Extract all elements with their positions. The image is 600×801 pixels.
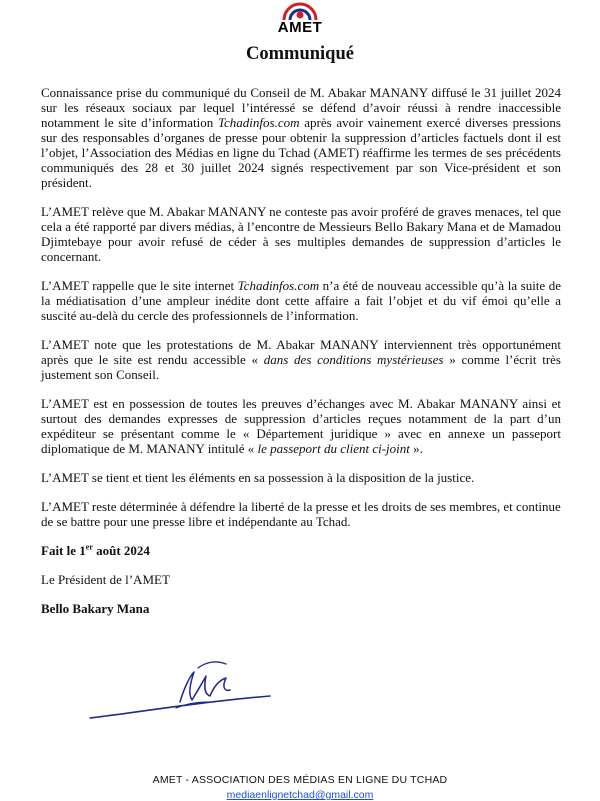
signatory-role: Le Président de l’AMET (41, 572, 170, 587)
site-name: Tchadinfos.com (237, 278, 320, 293)
date-text-a: Fait le 1 (41, 543, 86, 558)
paragraph-5 (41, 396, 561, 456)
paragraph-1 (41, 85, 561, 190)
paragraph-3-text-b: n’a été de nouveau accessible qu’à la suite de la médiatisation d’une ampleur inédite dont cette affaire a fait l’objet et du vif émoi qu’elle a suscité au-delà du cercle des professionnels de l’information. (41, 278, 561, 323)
paragraph-4-text-a: L’AMET note que les protestations de M. Abakar MANANY interviennent très opportunément après que le site est rendu accessible « (41, 337, 561, 367)
paragraph-1-text-b: après avoir vainement exercé diverses pressions sur des responsables d’organes de presse pour obtenir la suppression d’articles factuels dont il est l’objet, l’Association des Médias en ligne du Tchad (AMET) réaffirme les termes de ses précédents communiqués des 28 et 30 juillet 2024 signés respectivement par son Vice-président et son président. (41, 115, 561, 190)
paragraph-5-text-a: L’AMET est en possession de toutes les preuves d’échanges avec M. Abakar MANANY ainsi et surtout des demandes expresses de suppression d’articles reçues notamment de la part d’un expéditeur se présentant comme le « Département juridique » avec en annexe un passeport diplomatique de M. MANANY intitulé « (41, 396, 561, 456)
logo-text: AMET (277, 19, 323, 36)
paragraph-4-text-b: » comme l’écrit très justement son Conseil. (41, 352, 561, 382)
amet-logo-icon (280, 0, 320, 20)
communique-body (41, 85, 561, 630)
paragraph-3-text-a: L’AMET rappelle que le site internet (41, 278, 238, 293)
paragraph-5-text-b: ». (409, 441, 423, 456)
footer-email-link[interactable]: mediaenlignetchad@gmail.com (226, 789, 374, 801)
signatory-name: Bello Bakary Mana (41, 601, 150, 616)
paragraph-2: L’AMET relève que M. Abakar MANANY ne conteste pas avoir proféré de graves menaces, tel que cela a été rapporté par divers médias, à l’encontre de Messieurs Bello Bakary Mana et de Mamadou Djimtebaye pour avoir refusé de céder à ses multiples demandes de suppression d’articles le concernant. (41, 204, 561, 264)
page-title: Communiqué (246, 44, 354, 64)
paragraph-7: L’AMET reste déterminée à défendre la liberté de la presse et les droits de ses membres, et continue de se battre pour une presse libre et indépendante au Tchad. (41, 499, 561, 529)
date-text-b: août 2024 (92, 543, 150, 558)
signature-icon (80, 650, 280, 730)
paragraph-4 (41, 337, 561, 382)
paragraph-1-text-a: Connaissance prise du communiqué du Conseil de M. Abakar MANANY diffusé le 31 juillet 2024 sur les réseaux sociaux par lequel l’intéressé se défend d’avoir réussi à rendre inaccessible notamment le site d’information (41, 85, 561, 130)
date-line (41, 543, 561, 558)
paragraph-3 (41, 278, 561, 323)
logo (0, 0, 600, 36)
quote: le passeport du client ci-joint (257, 441, 410, 456)
date-superscript: er (85, 542, 93, 552)
paragraph-6: L’AMET se tient et tient les éléments en sa possession à la disposition de la justice. (41, 470, 475, 485)
site-name: Tchadinfos.com (218, 115, 300, 130)
quote: dans des conditions mystérieuses (263, 352, 444, 367)
footer-organization: AMET - ASSOCIATION DES MÉDIAS EN LIGNE DU TCHAD (152, 774, 448, 786)
